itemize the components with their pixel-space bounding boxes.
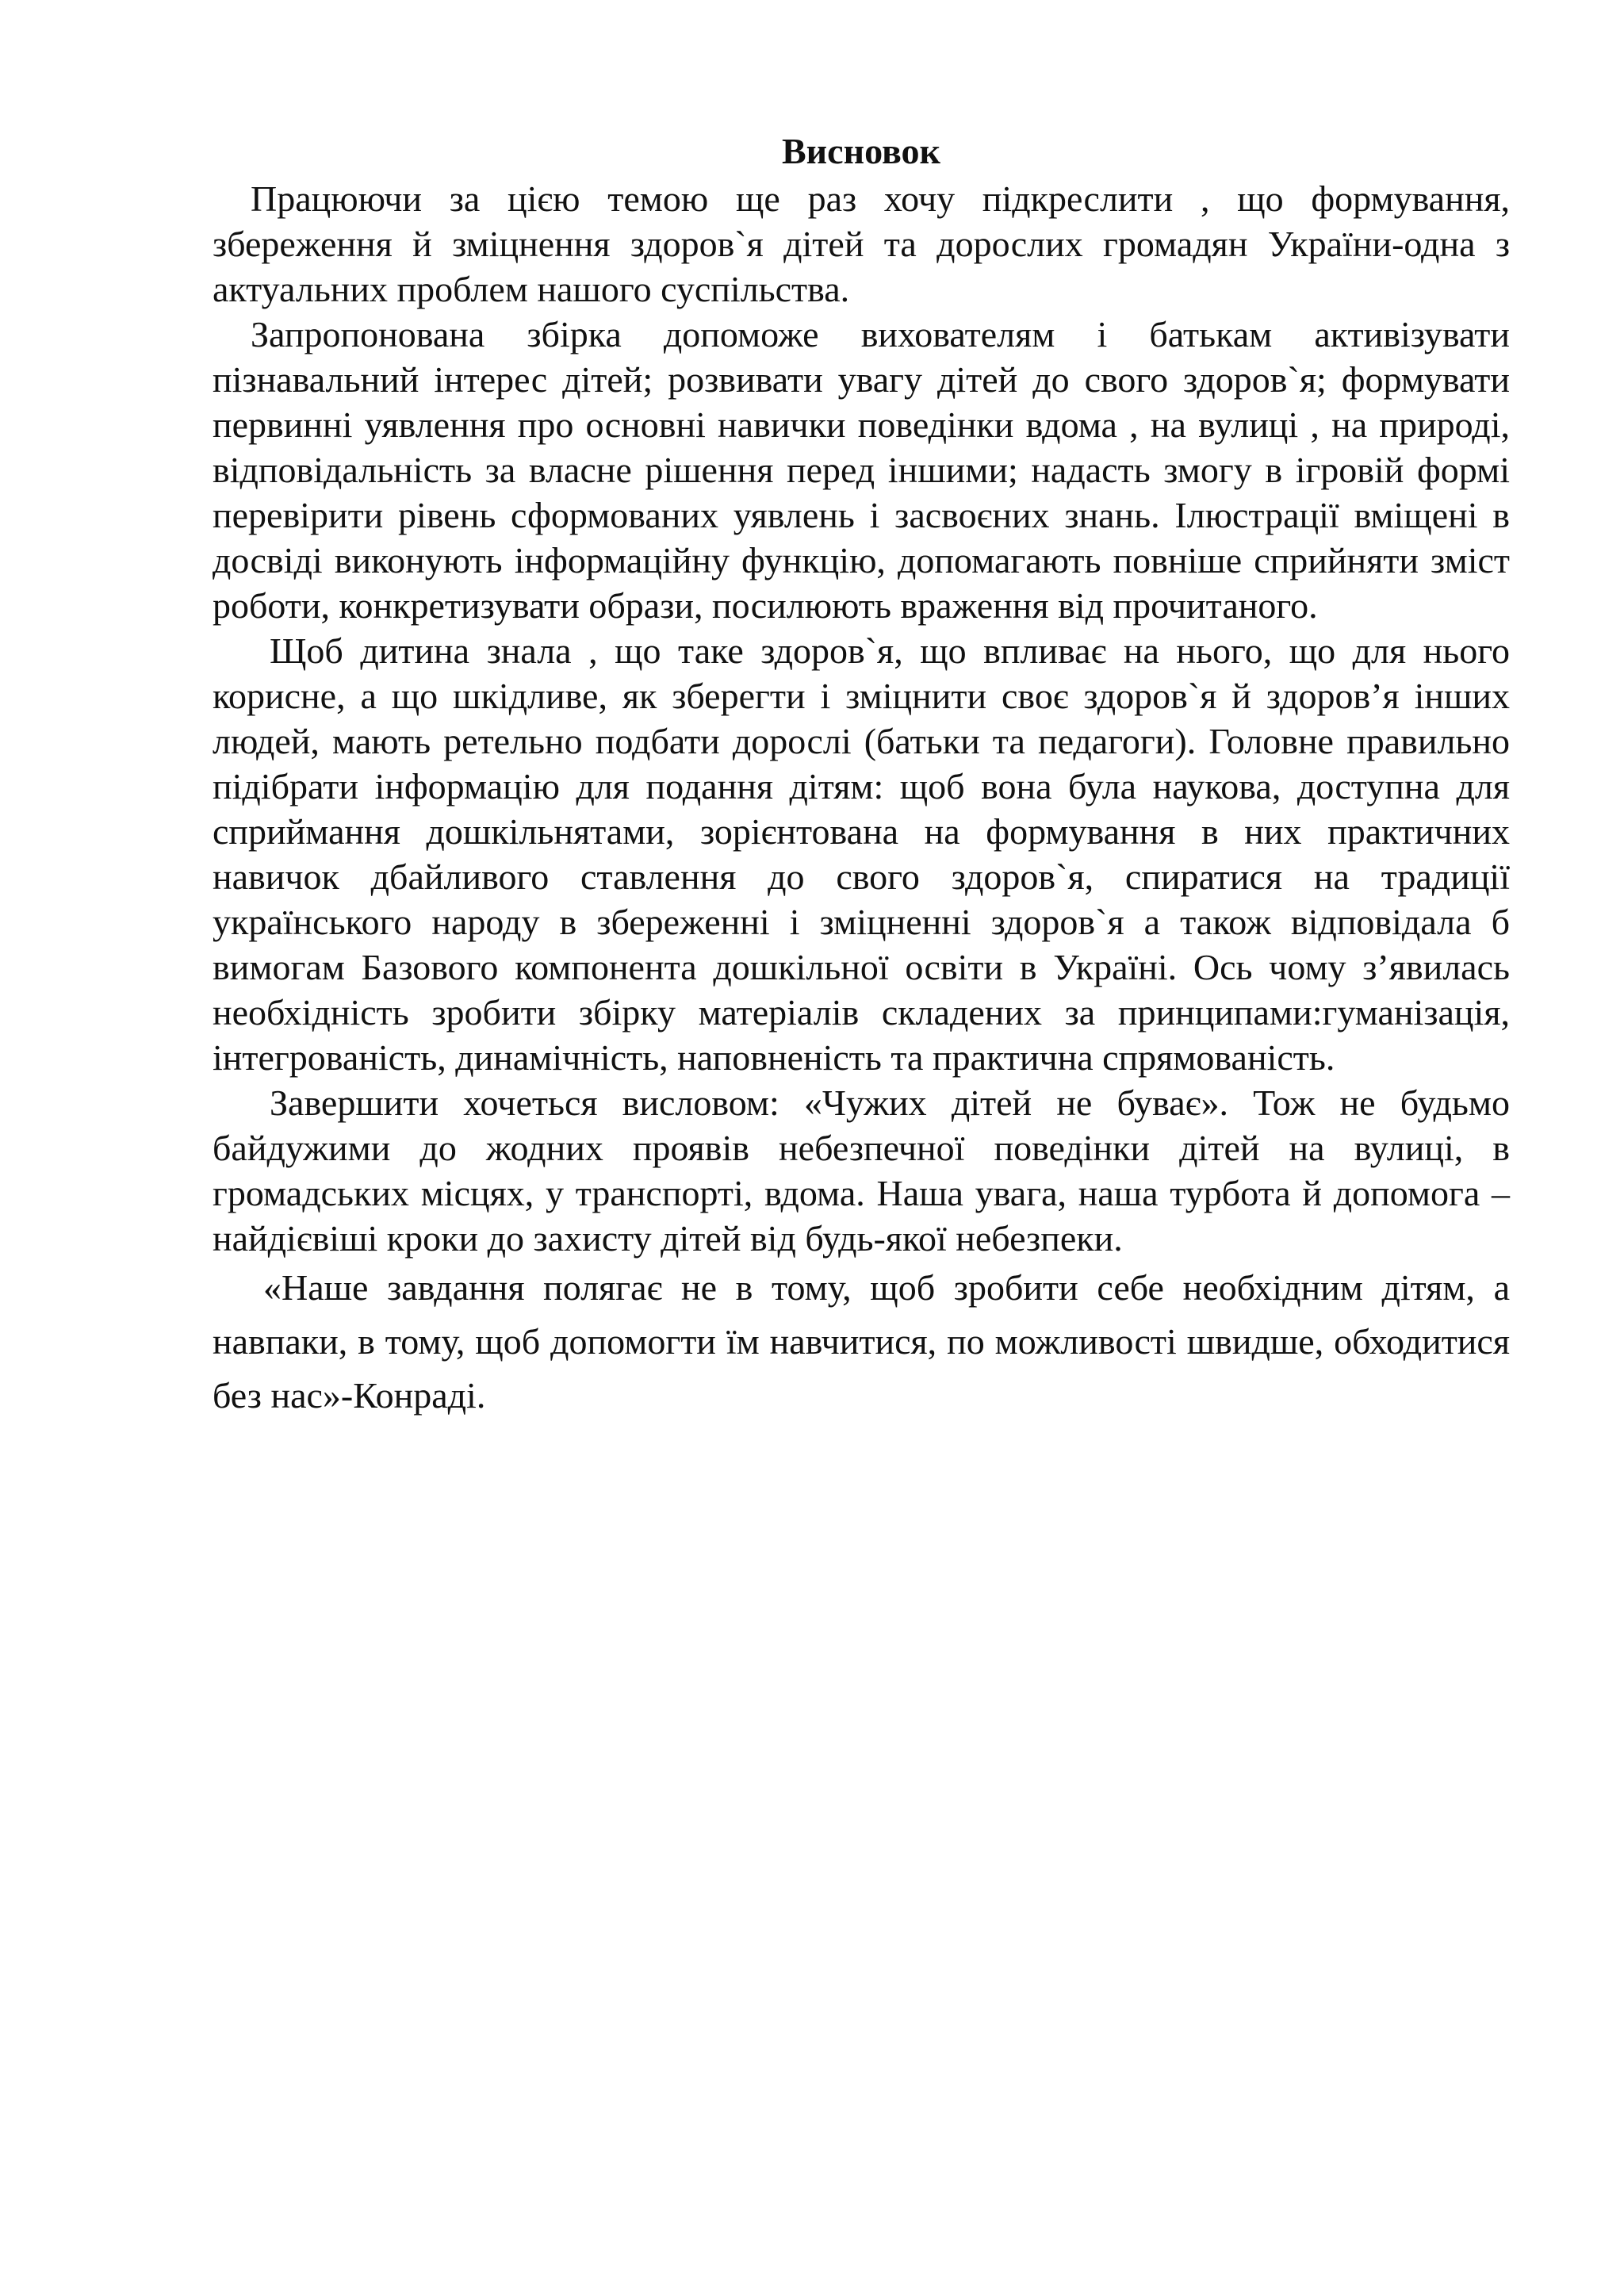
paragraph-child-health: Щоб дитина знала , що таке здоров`я, що впливає на нього, що для нього корисне, а що шкідливе, як зберегти і зміцнити своє здоров`я й здоров’я інших людей, мають ретельно подбати дорослі (батьки та педагоги). Головне правильно підібрати інформацію для подання дітям: щоб вона була наукова, доступна для сприймання дошкільнятами, зорієнтована на формування в них практичних навичок дбайливого ставлення до свого здоров`я, спиратися на традиції українського народу в збереженні і зміцненні здоров`я а також відповідала б вимогам Базового компонента дошкільної освіти в Україні. Ось чому з’явилась необхідність зробити збірку матеріалів складених за принципами:гуманізація, інтегрованість, динамічність, наповненість та практична спрямованість. — [213, 630, 1510, 1078]
paragraph-quote: «Наше завдання полягає не в тому, щоб зробити себе необхідним дітям, а навпаки, в тому, щоб допомогти їм навчитися, по можливості швидше, обходитися без нас»-Конраді. — [213, 1267, 1510, 1416]
paragraph-closing: Завершити хочеться висловом: «Чужих дітей не буває». Тож не будьмо байдужими до жодних проявів небезпечної поведінки дітей на вулиці, в громадських місцях, у транспорті, вдома. Наша увага, наша турбота й допомога – найдієвіші кроки до захисту дітей від будь-якої небезпеки. — [213, 1082, 1510, 1259]
paragraph-collection: Запропонована збірка допоможе вихователям і батькам активізувати пізнавальний інтерес дітей; розвивати увагу дітей до свого здоров`я; формувати первинні уявлення про основні навички поведінки вдома , на вулиці , на природі, відповідальність за власне рішення перед іншими; надасть змогу в ігровій формі перевірити рівень сформованих уявлень і засвоєних знань. Ілюстрації вміщені в досвіді виконують інформаційну функцію, допомагають повніше сприйняти зміст роботи, конкретизувати образи, посилюють враження від прочитаного. — [213, 314, 1510, 626]
document-body — [213, 127, 1510, 1423]
paragraph-intro: Працюючи за цією темою ще раз хочу підкреслити , що формування, збереження й зміцнення здоров`я дітей та дорослих громадян України-одна з актуальних проблем нашого суспільства. — [213, 178, 1510, 309]
page-title: Висновок — [782, 131, 940, 171]
